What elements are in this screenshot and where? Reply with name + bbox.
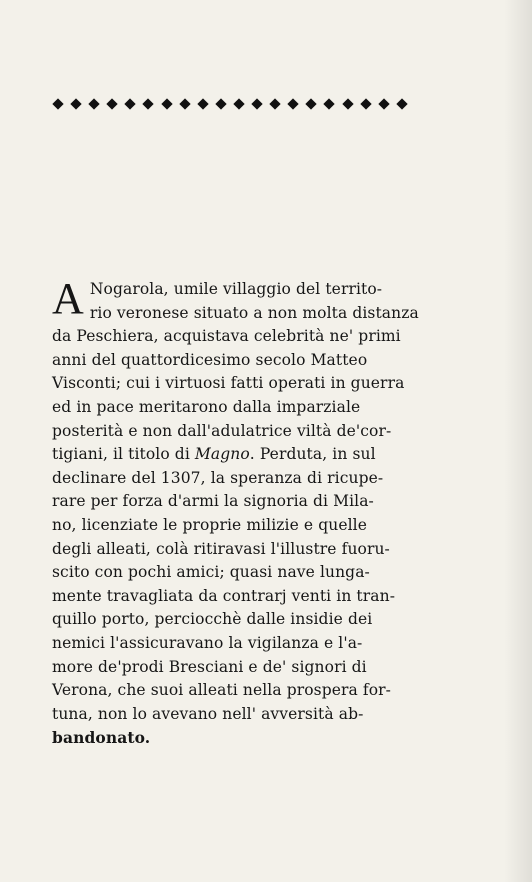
text-line: rio veronese situato a non molta distanza [89,303,419,322]
body-text [52,274,419,750]
ornament-diamond [70,98,81,109]
text-line: declinare del 1307, la speranza di ricupe- [52,468,384,487]
text-fragment: tigiani, il titolo di [52,445,195,464]
ornament-diamond [89,98,100,109]
ornament-diamond [143,98,154,109]
ornament-diamond [52,98,63,109]
text-line: scito con pochi amici; quasi nave lunga- [52,563,370,582]
ornament-diamond [233,98,244,109]
ornament-diamond [306,98,317,109]
ornament-diamond [215,98,226,109]
text-line [52,443,404,467]
ornament-diamond [107,98,118,109]
ornament-diamond [179,98,190,109]
text-line: Visconti; cui i virtuosi fatti operati in guerra [52,374,405,393]
text-line: da Peschiera, acquistava celebrità ne' primi [52,327,401,346]
ornament-diamond [324,98,335,109]
ornament-diamond [197,98,208,109]
ornament-diamond [269,98,280,109]
ornament-diamond [360,98,371,109]
text-line: Verona, che suoi alleati nella prospera for- [52,681,392,700]
text-line-last: bandonato. [52,728,151,748]
text-line: nemici l'assicuravano la vigilanza e l'a- [52,633,363,652]
text-line: more de'prodi Bresciani e de' signori di [52,657,367,676]
text-line: tuna, non lo avevano nell' avversità ab- [52,704,364,723]
ornament-diamond [125,98,136,109]
ornament-diamond [396,98,407,109]
ornament-diamond [161,98,172,109]
text-line: Nogarola, umile villaggio del territo- [89,280,383,298]
ornament-diamond [342,98,353,109]
ornament-divider [54,96,406,112]
page-edge-shadow [504,0,532,882]
text-line: quillo porto, perciocchè dalle insidie dei [52,610,373,629]
drop-cap: A [52,274,84,323]
italic-title: Magno [194,445,250,464]
ornament-diamond [288,98,299,109]
text-fragment: . Perduta, in sul [249,445,376,464]
ornament-diamond [378,98,389,109]
text-line: mente travagliata da contrarj venti in tran- [52,586,396,605]
text-line: ed in pace meritarono dalla imparziale [52,397,361,416]
text-line: degli alleati, colà ritiravasi l'illustre fuoru- [52,539,390,558]
text-line: posterità e non dall'adulatrice viltà de'cor- [52,421,392,440]
text-line: no, licenziate le proprie milizie e quelle [52,515,367,534]
ornament-diamond [251,98,262,109]
text-line: rare per forza d'armi la signoria di Mila- [52,492,374,511]
text-line: anni del quattordicesimo secolo Matteo [52,350,368,369]
